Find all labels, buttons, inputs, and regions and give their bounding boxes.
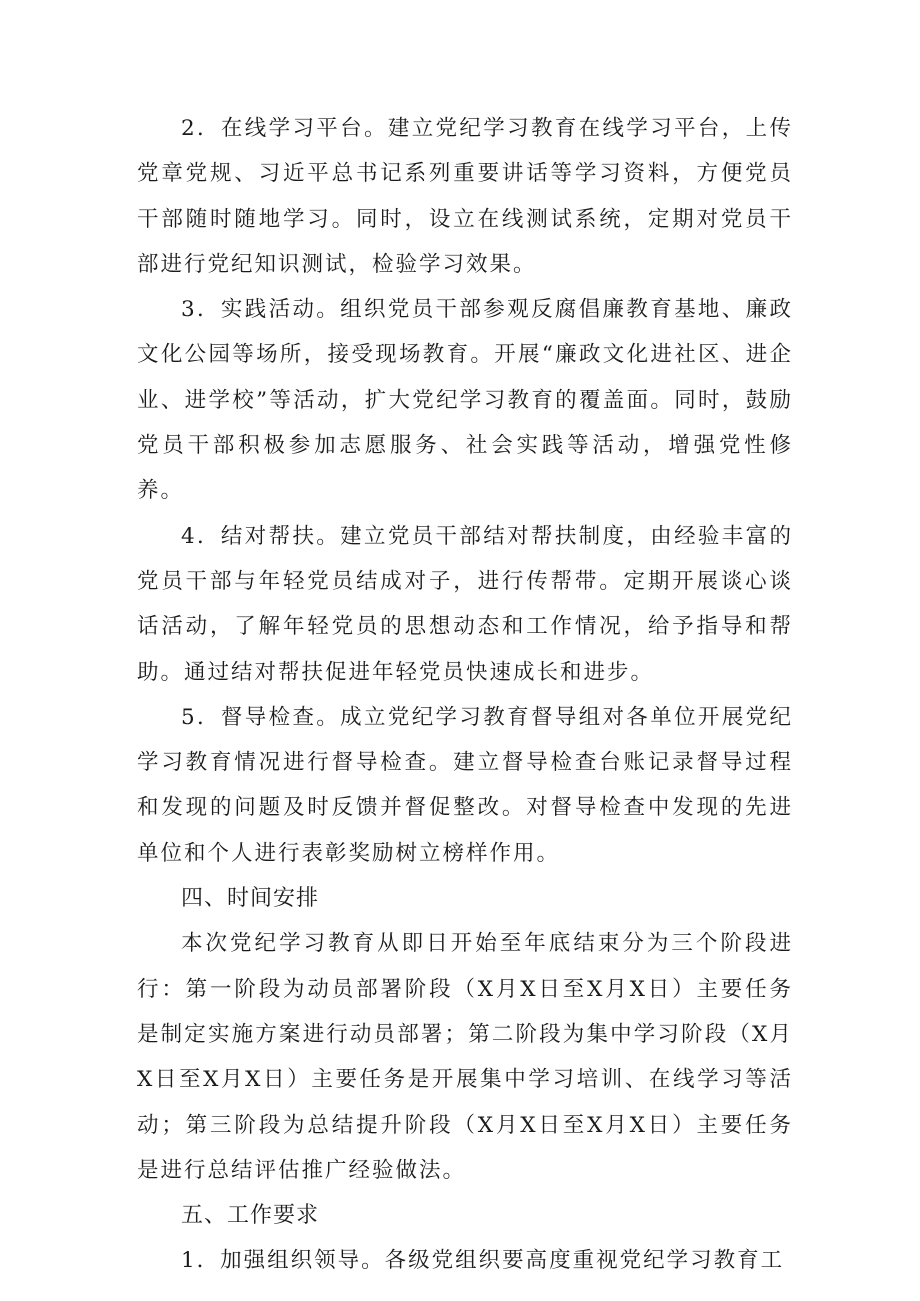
paragraph-practice-activities: 3．实践活动。组织党员干部参观反腐倡廉教育基地、廉政文化公园等场所，接受现场教育。开展“廉政文化进社区、进企业、进学校”等活动，扩大党纪学习教育的覆盖面。同时，鼓励党员干部积极参加志愿服务、社会实践等活动，增强党性修养。: [137, 297, 793, 504]
section-heading-requirements: 五、工作要求: [181, 1203, 320, 1229]
paragraph-online-platform: 2．在线学习平台。建立党纪学习教育在线学习平台，上传党章党规、习近平总书记系列重要讲话等学习资料，方便党员干部随时随地学习。同时，设立在线测试系统，定期对党员干部进行党纪知识测试，检验学习效果。: [137, 116, 793, 277]
section-heading-schedule: 四、时间安排: [181, 886, 320, 912]
document-body: [137, 106, 793, 1284]
paragraph-schedule: 本次党纪学习教育从即日开始至年底结束分为三个阶段进行：第一阶段为动员部署阶段（X月X日至X月X日）主要任务是制定实施方案进行动员部署；第二阶段为集中学习阶段（X月X日至X月X日）主要任务是开展集中学习培训、在线学习等活动；第三阶段为总结提升阶段（X月X日至X月X日）主要任务是进行总结评估推广经验做法。: [137, 931, 793, 1183]
paragraph-leadership: 1．加强组织领导。各级党组织要高度重视党纪学习教育工: [181, 1248, 785, 1274]
paragraph-supervision-inspection: 5．督导检查。成立党纪学习教育督导组对各单位开展党纪学习教育情况进行督导检查。建立督导检查台账记录督导过程和发现的问题及时反馈并督促整改。对督导检查中发现的先进单位和个人进行表彰奖励树立榜样作用。: [137, 704, 793, 866]
paragraph-pairing-assistance: 4．结对帮扶。建立党员干部结对帮扶制度，由经验丰富的党员干部与年轻党员结成对子，进行传帮带。定期开展谈心谈话活动，了解年轻党员的思想动态和工作情况，给予指导和帮助。通过结对帮扶促进年轻党员快速成长和进步。: [137, 523, 793, 685]
